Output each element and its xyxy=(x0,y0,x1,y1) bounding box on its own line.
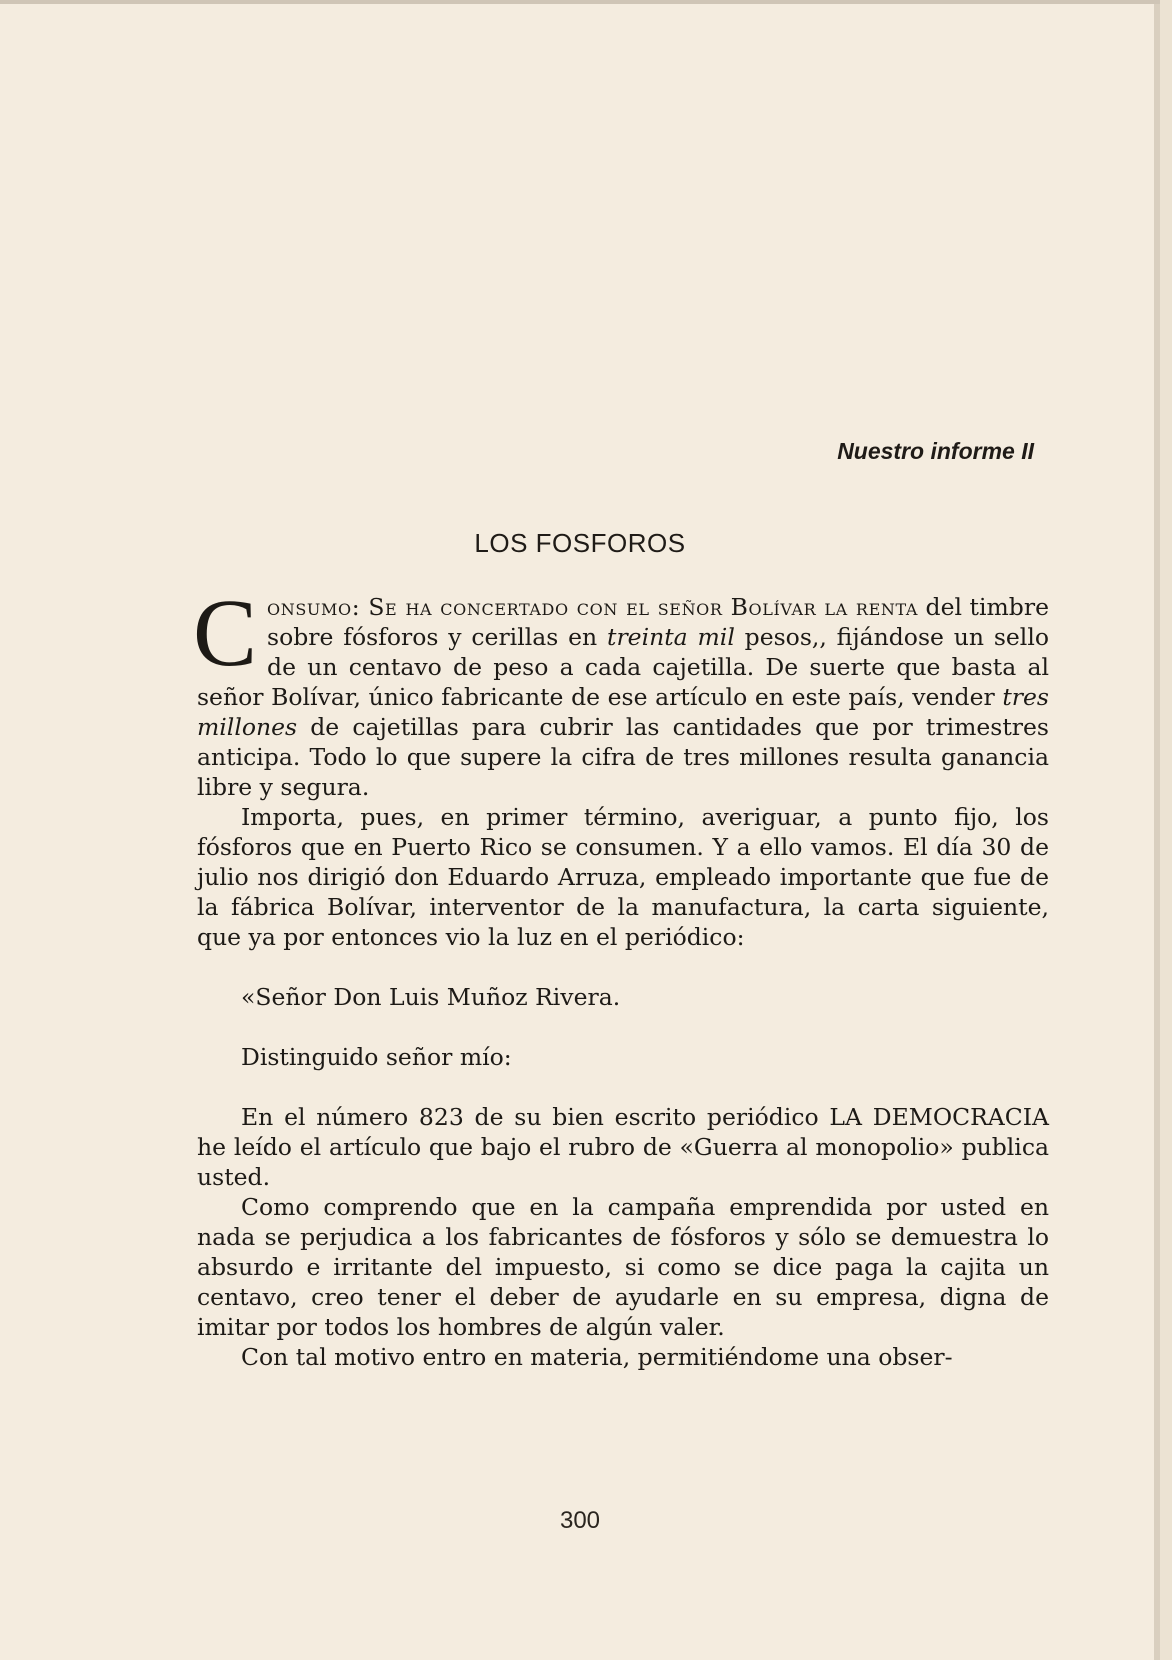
paragraph-5: En el número 823 de su bien escrito periódico LA DEMOCRACIA he leído el artículo que bajo el rubro de «Guerra al monopolio» publica usted. xyxy=(197,1103,1049,1191)
paragraph-7: Con tal motivo entro en materia, permitiéndome una obser- xyxy=(241,1343,953,1371)
paragraph-1-emphasis-b: tres millones xyxy=(197,683,1049,741)
paragraph-6: Como comprendo que en la campaña emprendida por usted en nada se perjudica a los fabricantes de fósforos y sólo se demuestra lo absurdo e irritante del impuesto, si como se dice paga la cajita un centavo, creo tener el deber de ayudarle en su empresa, digna de imitar por todos los hombres de algún valer. xyxy=(197,1193,1049,1341)
paragraph-1 xyxy=(193,579,1049,802)
paragraph-1-text-c: de cajetillas para cubrir las cantidades que por trimestres anticipa. Todo lo que supere la cifra de tres millones resulta ganancia libre y segura. xyxy=(197,713,1049,801)
paragraph-1-text-a: del timbre sobre fósforos y cerillas en xyxy=(267,593,1049,651)
page-number: 300 xyxy=(559,1507,601,1534)
paragraph-1-text-b: pesos,, fijándose un sello de un centavo de peso a cada cajetilla. De suerte que basta al señor Bolívar, único fabricante de ese artículo en este país, vender xyxy=(197,623,1049,711)
letter-salutation: «Señor Don Luis Muñoz Rivera. xyxy=(241,983,621,1011)
chapter-title: LOS FOSFOROS xyxy=(474,528,686,558)
running-header: Nuestro informe II xyxy=(837,438,1034,464)
paragraph-1-emphasis-a: treinta mil xyxy=(607,623,735,651)
drop-cap: C xyxy=(193,579,258,686)
letter-greeting: Distinguido señor mío: xyxy=(241,1043,512,1071)
paragraph-2: Importa, pues, en primer término, averiguar, a punto fijo, los fósforos que en Puerto Rico se consumen. Y a ello vamos. El día 30 de julio nos dirigió don Eduardo Arruza, empleado importante que fue de la fábrica Bolívar, interventor de la manufactura, la carta siguiente, que ya por entonces vio la luz en el periódico: xyxy=(197,803,1049,951)
body-text xyxy=(193,579,1049,1372)
page-top-edge xyxy=(0,0,1160,4)
lead-smallcaps: onsumo: Se ha concertado con el señor Bolívar la renta xyxy=(267,593,919,621)
